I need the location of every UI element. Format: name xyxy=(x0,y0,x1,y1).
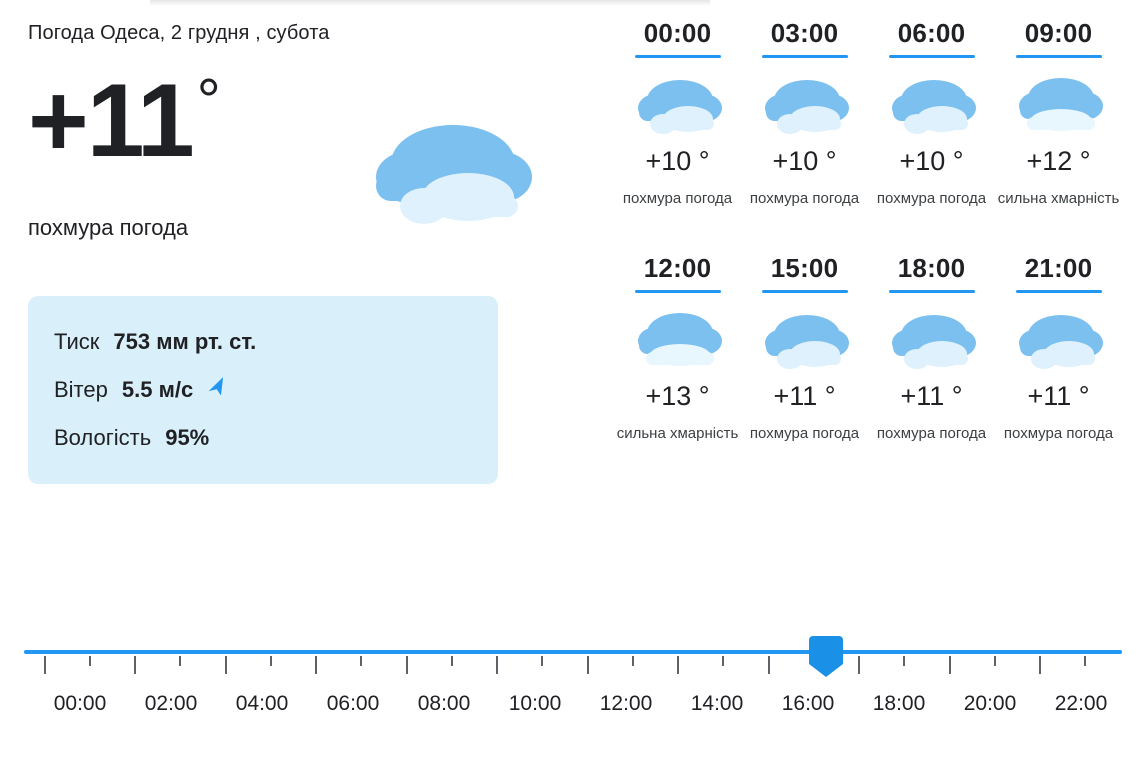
current-temperature-row xyxy=(28,51,588,201)
detail-row-wind xyxy=(54,366,472,414)
hour-time: 18:00 xyxy=(897,253,966,283)
hour-condition: похмура погода xyxy=(749,425,860,442)
wind-direction-arrow-icon xyxy=(203,373,233,407)
hour-condition: похмура погода xyxy=(749,190,860,207)
hour-condition: сильна хмарність xyxy=(997,190,1120,207)
pressure-value: 753 мм рт. ст. xyxy=(113,329,257,354)
hour-cell[interactable] xyxy=(614,237,741,472)
hour-condition: похмура погода xyxy=(1003,425,1114,442)
cloudy-icon xyxy=(358,111,538,231)
cloudy-icon xyxy=(757,72,853,138)
hour-temperature: +13 ° xyxy=(645,381,710,411)
hour-temperature: +10 ° xyxy=(899,146,964,176)
pressure-label: Тиск xyxy=(54,329,100,354)
time-slider-ticks xyxy=(24,656,1122,678)
time-slider-handle[interactable] xyxy=(809,636,843,676)
time-label: 06:00 xyxy=(326,692,380,715)
time-label: 02:00 xyxy=(144,692,198,715)
hour-underline xyxy=(889,290,975,293)
time-label: 22:00 xyxy=(1054,692,1108,715)
time-label: 20:00 xyxy=(963,692,1017,715)
top-shadow-strip xyxy=(150,0,710,6)
time-label: 16:00 xyxy=(781,692,835,715)
hour-time: 03:00 xyxy=(770,18,839,48)
hour-condition: похмура погода xyxy=(622,190,733,207)
hour-time: 06:00 xyxy=(897,18,966,48)
hour-time: 15:00 xyxy=(770,253,839,283)
hour-time: 00:00 xyxy=(643,18,712,48)
current-temperature xyxy=(28,51,219,191)
overcast-icon xyxy=(1011,72,1107,138)
hour-underline xyxy=(762,55,848,58)
hour-underline xyxy=(1016,290,1102,293)
hour-cell[interactable] xyxy=(868,18,995,237)
time-label: 04:00 xyxy=(235,692,289,715)
hour-cell[interactable] xyxy=(995,18,1122,237)
humidity-value: 95% xyxy=(165,425,210,450)
hour-temperature: +10 ° xyxy=(645,146,710,176)
hour-cell[interactable] xyxy=(995,237,1122,472)
hour-cell[interactable] xyxy=(868,237,995,472)
time-label: 00:00 xyxy=(53,692,107,715)
hour-temperature: +11 ° xyxy=(773,381,836,411)
hour-underline xyxy=(1016,55,1102,58)
hour-condition: похмура погода xyxy=(876,425,987,442)
hour-cell[interactable] xyxy=(741,18,868,237)
hour-time: 09:00 xyxy=(1024,18,1093,48)
hour-time: 21:00 xyxy=(1024,253,1093,283)
time-label: 14:00 xyxy=(690,692,744,715)
time-label: 10:00 xyxy=(508,692,562,715)
cloudy-icon xyxy=(884,307,980,373)
cloudy-icon xyxy=(757,307,853,373)
current-temperature-value: +11 xyxy=(28,63,193,179)
hour-temperature: +11 ° xyxy=(900,381,963,411)
overcast-icon xyxy=(630,307,726,373)
humidity-label: Вологість xyxy=(54,425,152,450)
hour-condition: похмура погода xyxy=(876,190,987,207)
detail-row-humidity xyxy=(54,414,472,462)
location-date-line: Погода Одеса, 2 грудня , субота xyxy=(28,22,330,44)
hourly-forecast-grid xyxy=(614,18,1122,472)
cloudy-icon xyxy=(1011,307,1107,373)
time-slider-labels xyxy=(24,692,1122,726)
current-condition: похмура погода xyxy=(28,215,189,240)
hour-temperature: +11 ° xyxy=(1027,381,1090,411)
hour-cell[interactable] xyxy=(614,18,741,237)
current-weather-panel xyxy=(28,22,588,241)
cloudy-icon xyxy=(884,72,980,138)
degree-symbol: ° xyxy=(196,67,219,134)
hour-temperature: +10 ° xyxy=(772,146,837,176)
hour-temperature: +12 ° xyxy=(1026,146,1091,176)
time-label: 12:00 xyxy=(599,692,653,715)
time-label: 08:00 xyxy=(417,692,471,715)
detail-row-pressure xyxy=(54,318,472,366)
hour-underline xyxy=(889,55,975,58)
hour-underline xyxy=(762,290,848,293)
hour-cell[interactable] xyxy=(741,237,868,472)
wind-label: Вітер xyxy=(54,377,108,402)
time-label: 18:00 xyxy=(872,692,926,715)
hour-time: 12:00 xyxy=(643,253,712,283)
wind-value: 5.5 м/с xyxy=(121,377,194,402)
time-slider-track[interactable] xyxy=(24,650,1122,654)
details-card xyxy=(28,296,498,484)
hour-underline xyxy=(635,55,721,58)
cloudy-icon xyxy=(630,72,726,138)
hour-condition: сильна хмарність xyxy=(616,425,739,442)
hour-underline xyxy=(635,290,721,293)
time-slider[interactable] xyxy=(24,640,1122,750)
